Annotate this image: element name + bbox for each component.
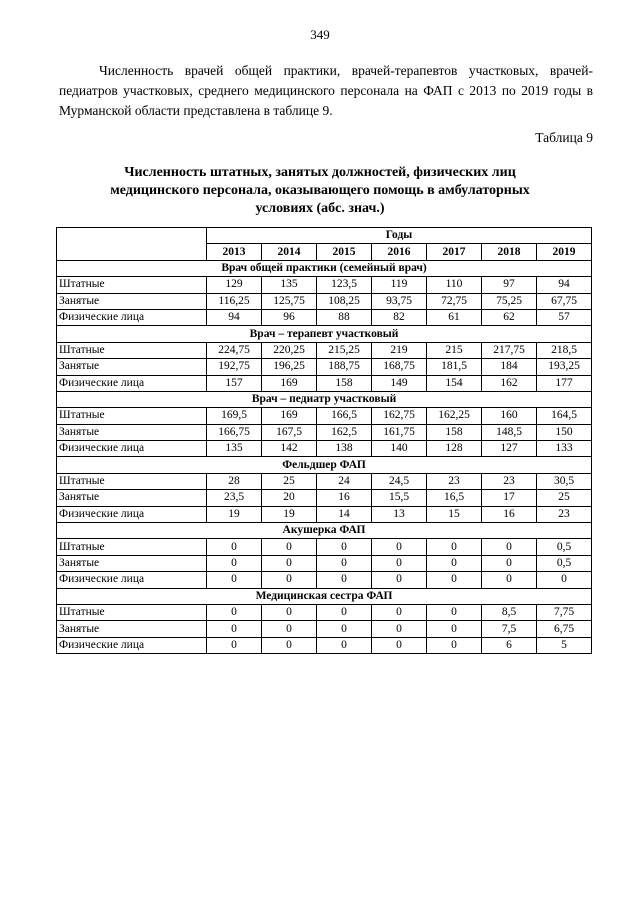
table-row bbox=[57, 293, 592, 309]
table-cell: 23 bbox=[537, 506, 592, 522]
table-cell: 184 bbox=[482, 359, 537, 375]
table-cell: 0 bbox=[427, 637, 482, 653]
row-label: Физические лица bbox=[57, 375, 207, 391]
table-row bbox=[57, 441, 592, 457]
table-cell: 218,5 bbox=[537, 342, 592, 358]
table-cell: 142 bbox=[262, 441, 317, 457]
table-cell: 23,5 bbox=[207, 490, 262, 506]
table-cell: 24 bbox=[317, 473, 372, 489]
table-cell: 150 bbox=[537, 424, 592, 440]
year-header-2014: 2014 bbox=[262, 244, 317, 260]
table-cell: 149 bbox=[372, 375, 427, 391]
table-cell: 23 bbox=[482, 473, 537, 489]
table-cell: 97 bbox=[482, 277, 537, 293]
table-cell: 219 bbox=[372, 342, 427, 358]
table-cell: 158 bbox=[427, 424, 482, 440]
table-cell: 157 bbox=[207, 375, 262, 391]
table-cell: 162,5 bbox=[317, 424, 372, 440]
section-title: Врач – педиатр участковый bbox=[57, 391, 592, 407]
table-cell: 119 bbox=[372, 277, 427, 293]
row-label: Штатные bbox=[57, 342, 207, 358]
table-cell: 166,5 bbox=[317, 408, 372, 424]
table-cell: 16 bbox=[317, 490, 372, 506]
table-cell: 94 bbox=[207, 309, 262, 325]
table-cell: 0 bbox=[317, 604, 372, 620]
table-cell: 7,5 bbox=[482, 621, 537, 637]
section-title: Врач – терапевт участковый bbox=[57, 326, 592, 342]
table-cell: 110 bbox=[427, 277, 482, 293]
table-cell: 215,25 bbox=[317, 342, 372, 358]
table-cell: 96 bbox=[262, 309, 317, 325]
table-cell: 0 bbox=[372, 637, 427, 653]
table-cell: 0 bbox=[372, 555, 427, 571]
section-title: Фельдшер ФАП bbox=[57, 457, 592, 473]
table-cell: 215 bbox=[427, 342, 482, 358]
section-row bbox=[57, 260, 592, 276]
table-cell: 15,5 bbox=[372, 490, 427, 506]
table-cell: 25 bbox=[537, 490, 592, 506]
table-cell: 30,5 bbox=[537, 473, 592, 489]
row-label: Физические лица bbox=[57, 506, 207, 522]
section-title: Акушерка ФАП bbox=[57, 523, 592, 539]
table-corner-cell bbox=[57, 228, 207, 261]
section-row bbox=[57, 523, 592, 539]
year-header-2019: 2019 bbox=[537, 244, 592, 260]
table-cell: 138 bbox=[317, 441, 372, 457]
table-cell: 161,75 bbox=[372, 424, 427, 440]
table-cell: 75,25 bbox=[482, 293, 537, 309]
table-cell: 17 bbox=[482, 490, 537, 506]
table-title bbox=[0, 164, 640, 218]
table-cell: 133 bbox=[537, 441, 592, 457]
table-cell: 0 bbox=[207, 572, 262, 588]
table-cell: 224,75 bbox=[207, 342, 262, 358]
table-cell: 67,75 bbox=[537, 293, 592, 309]
table-cell: 94 bbox=[537, 277, 592, 293]
table-cell: 7,75 bbox=[537, 604, 592, 620]
table-cell: 0 bbox=[427, 621, 482, 637]
table-cell: 166,75 bbox=[207, 424, 262, 440]
table-cell: 168,75 bbox=[372, 359, 427, 375]
table-cell: 25 bbox=[262, 473, 317, 489]
table-cell: 24,5 bbox=[372, 473, 427, 489]
table-cell: 0 bbox=[427, 604, 482, 620]
table-cell: 162,25 bbox=[427, 408, 482, 424]
table-row bbox=[57, 572, 592, 588]
table-row bbox=[57, 506, 592, 522]
table-cell: 160 bbox=[482, 408, 537, 424]
table-title-line: медицинского персонала, оказывающего помощь в амбулаторных bbox=[110, 183, 530, 198]
table-cell: 0 bbox=[262, 604, 317, 620]
table-cell: 0 bbox=[482, 555, 537, 571]
table-cell: 127 bbox=[482, 441, 537, 457]
table-cell: 0 bbox=[482, 572, 537, 588]
row-label: Штатные bbox=[57, 604, 207, 620]
table-cell: 20 bbox=[262, 490, 317, 506]
row-label: Физические лица bbox=[57, 441, 207, 457]
section-title: Врач общей практики (семейный врач) bbox=[57, 260, 592, 276]
table-cell: 0 bbox=[317, 637, 372, 653]
table-cell: 129 bbox=[207, 277, 262, 293]
table-cell: 0 bbox=[207, 637, 262, 653]
table-row bbox=[57, 342, 592, 358]
table-cell: 169,5 bbox=[207, 408, 262, 424]
row-label: Физические лица bbox=[57, 572, 207, 588]
table-cell: 167,5 bbox=[262, 424, 317, 440]
table-cell: 16,5 bbox=[427, 490, 482, 506]
row-label: Занятые bbox=[57, 555, 207, 571]
table-cell: 0 bbox=[262, 539, 317, 555]
table-cell: 6,75 bbox=[537, 621, 592, 637]
row-label: Занятые bbox=[57, 490, 207, 506]
table-cell: 57 bbox=[537, 309, 592, 325]
year-header-2013: 2013 bbox=[207, 244, 262, 260]
table-row bbox=[57, 359, 592, 375]
table-row bbox=[57, 490, 592, 506]
row-label: Штатные bbox=[57, 277, 207, 293]
table-cell: 82 bbox=[372, 309, 427, 325]
section-title: Медицинская сестра ФАП bbox=[57, 588, 592, 604]
section-row bbox=[57, 457, 592, 473]
table-cell: 0 bbox=[317, 555, 372, 571]
table-row bbox=[57, 621, 592, 637]
table-cell: 0 bbox=[207, 621, 262, 637]
table-cell: 0 bbox=[427, 539, 482, 555]
table-cell: 135 bbox=[262, 277, 317, 293]
page-number: 349 bbox=[310, 27, 330, 42]
table-cell: 169 bbox=[262, 408, 317, 424]
intro-paragraph: Численность врачей общей практики, врачей-терапевтов участковых, врачей-педиатров участковых, среднего медицинского персонала на ФАП с 2013 по 2019 годы в Мурманской области представлена в таблице 9. bbox=[59, 63, 593, 118]
table-cell: 169 bbox=[262, 375, 317, 391]
table-cell: 0 bbox=[262, 572, 317, 588]
table-cell: 0 bbox=[427, 555, 482, 571]
table-cell: 196,25 bbox=[262, 359, 317, 375]
section-row bbox=[57, 588, 592, 604]
table-cell: 0 bbox=[317, 621, 372, 637]
table-cell: 181,5 bbox=[427, 359, 482, 375]
staff-table bbox=[56, 227, 592, 654]
row-label: Физические лица bbox=[57, 637, 207, 653]
row-label: Штатные bbox=[57, 473, 207, 489]
table-cell: 88 bbox=[317, 309, 372, 325]
table-cell: 16 bbox=[482, 506, 537, 522]
table-cell: 177 bbox=[537, 375, 592, 391]
table-cell: 125,75 bbox=[262, 293, 317, 309]
table-cell: 14 bbox=[317, 506, 372, 522]
table-cell: 0 bbox=[262, 555, 317, 571]
table-cell: 192,75 bbox=[207, 359, 262, 375]
table-cell: 0 bbox=[207, 555, 262, 571]
table-cell: 0 bbox=[262, 621, 317, 637]
table-cell: 28 bbox=[207, 473, 262, 489]
table-cell: 5 bbox=[537, 637, 592, 653]
table-cell: 0 bbox=[207, 604, 262, 620]
table-title-line: Численность штатных, занятых должностей, физических лиц bbox=[124, 165, 516, 180]
table-cell: 0 bbox=[482, 539, 537, 555]
table-cell: 62 bbox=[482, 309, 537, 325]
table-cell: 19 bbox=[262, 506, 317, 522]
table-row bbox=[57, 408, 592, 424]
row-label: Штатные bbox=[57, 539, 207, 555]
table-cell: 154 bbox=[427, 375, 482, 391]
table-cell: 13 bbox=[372, 506, 427, 522]
table-cell: 123,5 bbox=[317, 277, 372, 293]
table-cell: 108,25 bbox=[317, 293, 372, 309]
years-header: Годы bbox=[207, 228, 592, 244]
table-cell: 140 bbox=[372, 441, 427, 457]
table-cell: 93,75 bbox=[372, 293, 427, 309]
table-cell: 15 bbox=[427, 506, 482, 522]
table-cell: 135 bbox=[207, 441, 262, 457]
table-cell: 0 bbox=[207, 539, 262, 555]
table-cell: 128 bbox=[427, 441, 482, 457]
row-label: Занятые bbox=[57, 293, 207, 309]
year-header-2016: 2016 bbox=[372, 244, 427, 260]
table-row bbox=[57, 604, 592, 620]
table-cell: 0 bbox=[317, 539, 372, 555]
section-row bbox=[57, 326, 592, 342]
row-label: Занятые bbox=[57, 359, 207, 375]
table-title-line: условиях (абс. знач.) bbox=[255, 201, 385, 216]
section-row bbox=[57, 391, 592, 407]
table-cell: 0 bbox=[262, 637, 317, 653]
table-row bbox=[57, 637, 592, 653]
table-row bbox=[57, 424, 592, 440]
table-cell: 0 bbox=[372, 604, 427, 620]
table-body bbox=[57, 260, 592, 653]
table-cell: 193,25 bbox=[537, 359, 592, 375]
table-cell: 162,75 bbox=[372, 408, 427, 424]
table-cell: 0,5 bbox=[537, 555, 592, 571]
table-cell: 6 bbox=[482, 637, 537, 653]
year-header-2018: 2018 bbox=[482, 244, 537, 260]
table-cell: 0 bbox=[427, 572, 482, 588]
table-row bbox=[57, 539, 592, 555]
table-row bbox=[57, 309, 592, 325]
table-cell: 0 bbox=[317, 572, 372, 588]
table-cell: 0 bbox=[537, 572, 592, 588]
table-cell: 164,5 bbox=[537, 408, 592, 424]
table-cell: 116,25 bbox=[207, 293, 262, 309]
table-header bbox=[57, 228, 592, 261]
row-label: Занятые bbox=[57, 621, 207, 637]
year-header-2015: 2015 bbox=[317, 244, 372, 260]
table-cell: 158 bbox=[317, 375, 372, 391]
table-cell: 72,75 bbox=[427, 293, 482, 309]
row-label: Занятые bbox=[57, 424, 207, 440]
table-cell: 0 bbox=[372, 621, 427, 637]
table-cell: 0,5 bbox=[537, 539, 592, 555]
table-cell: 148,5 bbox=[482, 424, 537, 440]
table-row bbox=[57, 375, 592, 391]
table-cell: 0 bbox=[372, 539, 427, 555]
table-cell: 220,25 bbox=[262, 342, 317, 358]
table-label: Таблица 9 bbox=[535, 130, 593, 145]
table-cell: 23 bbox=[427, 473, 482, 489]
year-header-2017: 2017 bbox=[427, 244, 482, 260]
table-cell: 8,5 bbox=[482, 604, 537, 620]
row-label: Физические лица bbox=[57, 309, 207, 325]
table-cell: 61 bbox=[427, 309, 482, 325]
row-label: Штатные bbox=[57, 408, 207, 424]
table-cell: 217,75 bbox=[482, 342, 537, 358]
table-cell: 19 bbox=[207, 506, 262, 522]
table-row bbox=[57, 277, 592, 293]
table-row bbox=[57, 555, 592, 571]
table-cell: 162 bbox=[482, 375, 537, 391]
table-cell: 0 bbox=[372, 572, 427, 588]
table-cell: 188,75 bbox=[317, 359, 372, 375]
table-row bbox=[57, 473, 592, 489]
